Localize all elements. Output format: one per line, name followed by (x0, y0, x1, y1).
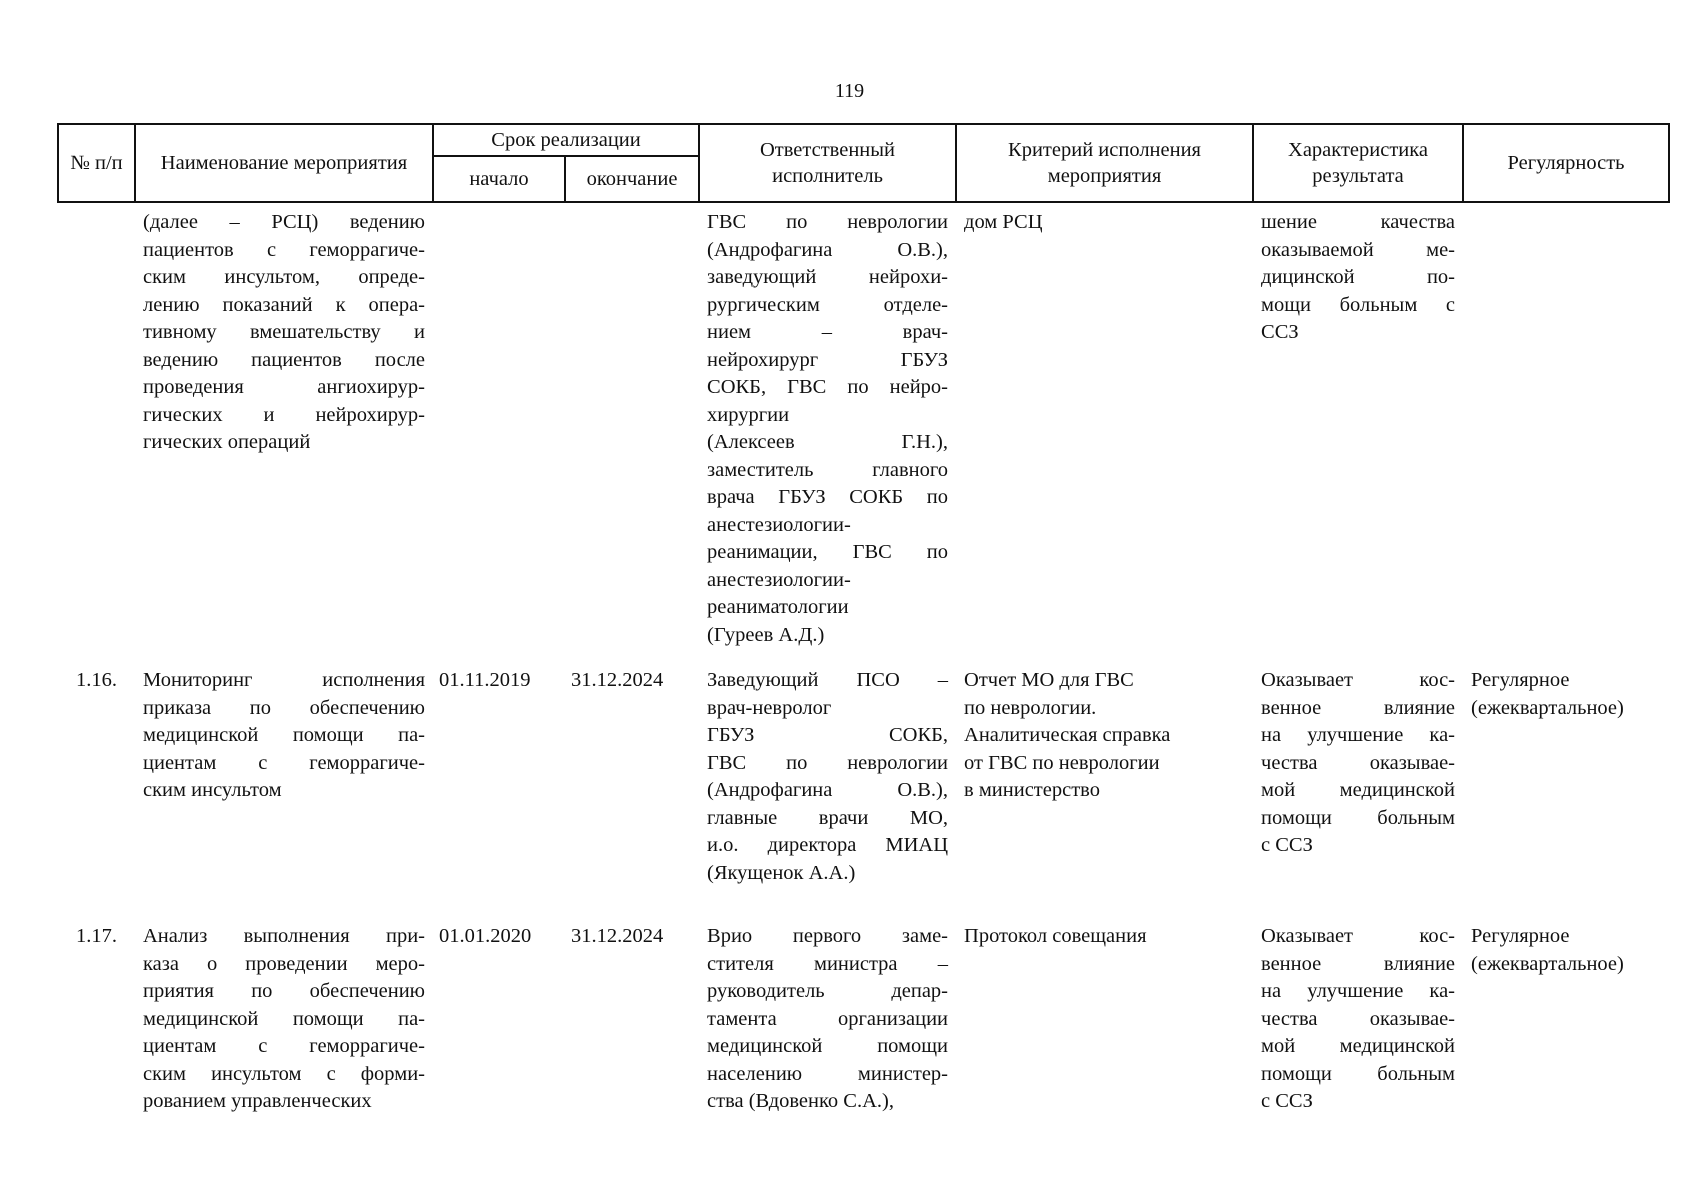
header-executor: Ответственный исполнитель (699, 124, 956, 202)
cell-line: тамента организации (707, 1007, 949, 1030)
cell-executor (699, 202, 956, 667)
cell-line: СОКБ, ГВС по нейро- (707, 376, 949, 398)
cell-line: с ССЗ (1261, 834, 1313, 856)
cell-line: приказа по обеспечению (143, 696, 425, 719)
header-criterion: Критерий исполнения мероприятия (956, 124, 1253, 202)
cell-line: нием – врач- (707, 321, 949, 343)
cell-line: (ежеквартальное) (1471, 952, 1624, 975)
cell-line: мой медицинской (1261, 1035, 1456, 1057)
cell-line: в министерство (964, 779, 1100, 801)
cell-line: ским инсультом с форми- (143, 1062, 425, 1085)
cell-line: помощи больным (1261, 1062, 1456, 1085)
cell-line: Заведующий ПСО – (707, 669, 949, 691)
measures-table (57, 123, 1670, 1116)
cell-end: 31.12.2024 (571, 925, 664, 947)
cell-line: циентам с геморрагиче- (143, 751, 425, 774)
cell-regularity (1463, 923, 1669, 1116)
table-row (58, 923, 1669, 1116)
page-number: 119 (834, 80, 865, 102)
cell-regularity (1463, 202, 1669, 667)
cell-line: ССЗ (1261, 321, 1299, 343)
cell-line: (Андрофагина О.В.), (707, 238, 949, 261)
cell-line: ГВС по неврологии (707, 751, 949, 774)
cell-line: медицинской помощи па- (143, 724, 425, 746)
cell-line: анестезиологии- (707, 513, 851, 536)
cell-line: (Якущенок А.А.) (707, 861, 856, 884)
cell-line: стителя министра – (707, 952, 949, 975)
cell-line: на улучшение ка- (1261, 724, 1456, 746)
cell-line: Врио первого заме- (707, 925, 949, 947)
cell-line: реанимации, ГВС по (707, 541, 949, 563)
cell-line: Оказывает кос- (1261, 669, 1456, 691)
cell-end: 31.12.2024 (571, 669, 664, 691)
cell-line: гических и нейрохирур- (143, 403, 425, 426)
cell-line: (далее – РСЦ) ведению (143, 211, 425, 233)
cell-regularity (1463, 667, 1669, 923)
cell-line: чества оказывае- (1261, 1007, 1456, 1030)
cell-line: приятия по обеспечению (143, 980, 425, 1002)
header-num: № п/п (58, 124, 135, 202)
cell-line: нейрохирург ГБУЗ (707, 348, 949, 371)
cell-line: главные врачи МО, (707, 806, 949, 829)
cell-line: помощи больным (1261, 806, 1456, 829)
cell-line: дом РСЦ (964, 211, 1043, 233)
header-start: начало (433, 156, 565, 202)
cell-line: мой медицинской (1261, 779, 1456, 801)
cell-line: каза о проведении меро- (143, 952, 425, 975)
cell-line: Анализ выполнения при- (143, 925, 425, 947)
cell-line: ским инсультом, опреде- (143, 266, 425, 288)
cell-line: Аналитическая справка (964, 724, 1171, 746)
cell-line: Отчет МО для ГВС (964, 669, 1134, 691)
cell-line: врач-невролог (707, 696, 832, 719)
cell-line: ГБУЗ СОКБ, (707, 724, 949, 746)
table-header (58, 124, 1669, 202)
cell-line: венное влияние (1261, 696, 1456, 719)
cell-line: хирургии (707, 403, 790, 426)
cell-result (1253, 202, 1463, 667)
cell-line: анестезиологии- (707, 568, 851, 591)
cell-line: проведения ангиохирур- (143, 376, 425, 398)
cell-line: медицинской помощи (707, 1035, 949, 1057)
cell-start (433, 202, 565, 667)
cell-line: ским инсультом (143, 779, 282, 801)
cell-line: (Алексеев Г.Н.), (707, 431, 949, 453)
cell-line: ведению пациентов после (143, 348, 425, 371)
cell-line: дицинской по- (1261, 266, 1456, 288)
cell-criterion (956, 923, 1253, 1116)
cell-criterion (956, 202, 1253, 667)
cell-name (135, 923, 433, 1116)
cell-line: ства (Вдовенко С.А.), (707, 1090, 894, 1112)
table-row (58, 667, 1669, 923)
header-regularity: Регулярность (1463, 124, 1669, 202)
cell-start: 01.01.2020 (439, 925, 532, 947)
cell-line: населению министер- (707, 1062, 949, 1085)
cell-result (1253, 667, 1463, 923)
cell-line: рованием управленческих (143, 1090, 372, 1112)
cell-line: по неврологии. (964, 696, 1097, 719)
cell-num: 1.17. (76, 925, 117, 947)
cell-line: (Гуреев А.Д.) (707, 623, 825, 646)
header-name: Наименование мероприятия (135, 124, 433, 202)
cell-line: оказываемой ме- (1261, 238, 1456, 261)
header-period: Срок реализации (433, 124, 699, 156)
cell-line: врача ГБУЗ СОКБ по (707, 486, 949, 508)
cell-line: (Андрофагина О.В.), (707, 779, 949, 801)
cell-line: с ССЗ (1261, 1090, 1313, 1112)
cell-line: (ежеквартальное) (1471, 696, 1624, 719)
table-row (58, 202, 1669, 667)
cell-start: 01.11.2019 (439, 669, 531, 691)
header-end: окончание (565, 156, 699, 202)
cell-line: венное влияние (1261, 952, 1456, 975)
cell-name (135, 667, 433, 923)
cell-line: ГВС по неврологии (707, 211, 949, 233)
header-result: Характеристика результата (1253, 124, 1463, 202)
cell-line: реаниматологии (707, 596, 849, 618)
cell-line: чества оказывае- (1261, 751, 1456, 774)
cell-end (565, 202, 699, 667)
cell-line: Регулярное (1471, 925, 1570, 947)
cell-name (135, 202, 433, 667)
cell-result (1253, 923, 1463, 1116)
cell-line: Оказывает кос- (1261, 925, 1456, 947)
cell-num: 1.16. (76, 669, 117, 691)
cell-line: пациентов с геморрагиче- (143, 238, 425, 261)
cell-line: заведующий нейрохи- (707, 266, 949, 288)
cell-line: рургическим отделе- (707, 293, 949, 316)
cell-line: гических операций (143, 431, 311, 453)
cell-line: заместитель главного (707, 458, 949, 481)
cell-line: шение качества (1261, 211, 1456, 233)
cell-line: от ГВС по неврологии (964, 751, 1160, 774)
cell-num (58, 202, 135, 667)
cell-line: Регулярное (1471, 669, 1570, 691)
cell-executor (699, 923, 956, 1116)
cell-line: мощи больным с (1261, 293, 1456, 316)
cell-line: руководитель депар- (707, 980, 949, 1002)
cell-line: и.о. директора МИАЦ (707, 834, 949, 856)
cell-line: лению показаний к опера- (143, 293, 425, 316)
cell-line: медицинской помощи па- (143, 1007, 425, 1030)
cell-executor (699, 667, 956, 923)
cell-line: тивному вмешательству и (143, 321, 425, 343)
cell-line: на улучшение ка- (1261, 980, 1456, 1002)
cell-line: Протокол совещания (964, 925, 1147, 947)
cell-line: циентам с геморрагиче- (143, 1035, 425, 1057)
table-body (58, 202, 1669, 1116)
cell-line: Мониторинг исполнения (143, 669, 425, 691)
cell-criterion (956, 667, 1253, 923)
